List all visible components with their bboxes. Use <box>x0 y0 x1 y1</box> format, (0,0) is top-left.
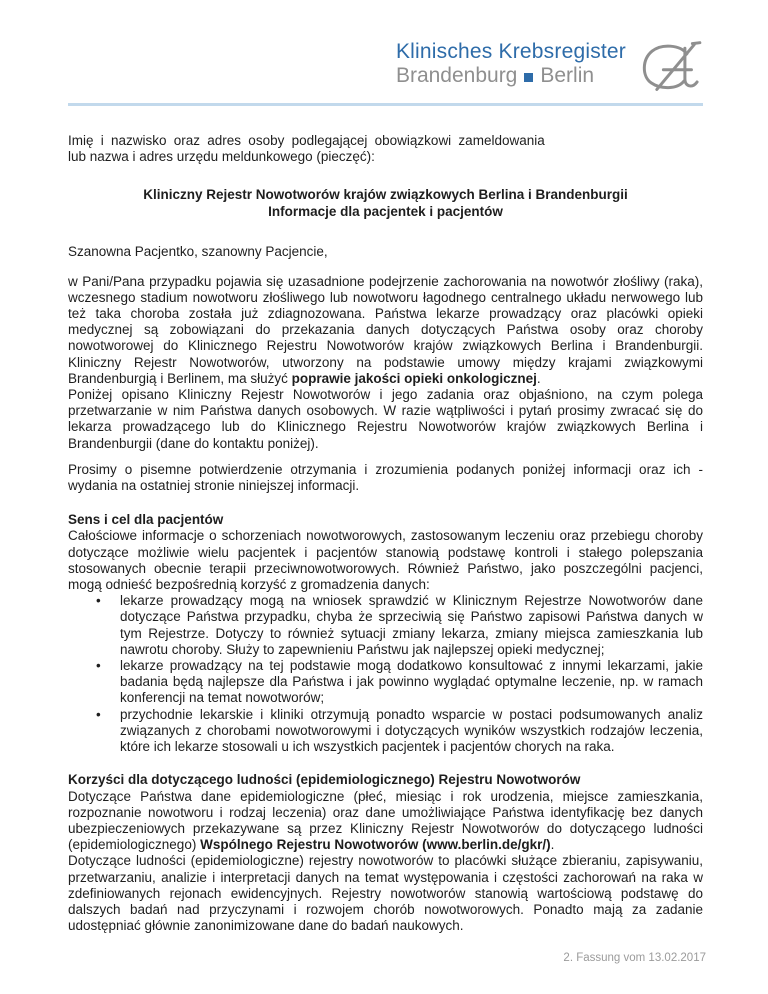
version-footer-note: 2. Fassung vom 13.02.2017 <box>563 952 706 964</box>
letterhead <box>68 40 703 96</box>
letterhead-divider-rule <box>68 103 703 106</box>
brand-region-brandenburg: Brandenburg <box>395 64 518 87</box>
list-item <box>68 593 703 658</box>
brand-separator-square-icon <box>524 73 533 82</box>
intro-paragraph-1-period: . <box>536 370 541 386</box>
confirmation-request-paragraph: Prosimy o pisemne potwierdzenie otrzymania i zrozumienia podanych poniżej informacji oraz ich - wydania na ostatniej stronie niniejszej informacji. <box>68 461 703 494</box>
list-item <box>68 658 703 707</box>
brand-region-line <box>396 64 626 88</box>
section2-paragraph-1 <box>68 789 703 854</box>
krebsregister-monogram-logo-icon <box>635 38 703 96</box>
intro-paragraph-2: Poniżej opisano Kliniczny Rejestr Nowotworów i jego zadania oraz objaśniono, na czym polega przetwarzanie w nim Państwa danych osobowych. W razie wątpliwości i pytań prosimy zwracać się do lekarza prowadzącego lub do Klinicznego Rejestru Nowotworów krajów związkowych Berlina i Brandenburgii (dane do kontaktu poniżej). <box>68 387 703 451</box>
section2-paragraph-1-text: Dotyczące Państwa dane epidemiologiczne (płeć, miesiąc i rok urodzenia, miejsce zamieszkania, rozpoznanie nowotworu i rodzaj leczenia) oraz dane umożliwiające Państwa identyfikację bez danych ubezpieczeniowych przekazywane są przez Kliniczny Rejestr Nowotworów do dotyczącego ludności (epidemiologicznego) <box>68 788 703 853</box>
recipient-note <box>68 133 703 165</box>
brand-region-berlin: Berlin <box>540 64 595 87</box>
document-title-line1: Kliniczny Rejestr Nowotworów krajów związkowych Berlina i Brandenburgii <box>143 187 628 203</box>
list-item <box>68 707 703 756</box>
section2-paragraph-2: Dotyczące ludności (epidemiologiczne) rejestry nowotworów to placówki służące zbieraniu, zapisywaniu, przetwarzaniu, analizie i interpretacji danych na temat występowania i częstości zachorowań na raka w zdefiniowanych rejonach ewidencyjnych. Rejestry nowotworów stanowią wartościową podstawę do dalszych badań nad przyczynami i rozwojem chorób nowotworowych. Ponadto mają za zadanie udostępniać głównie zanonimizowane dane do badań naukowych. <box>68 853 703 934</box>
section-heading-korzysci: Korzyści dla dotyczącego ludności (epidemiologicznego) Rejestru Nowotworów <box>68 772 581 788</box>
list-item-text: lekarze prowadzący mogą na wniosek sprawdzić w Klinicznym Rejestrze Nowotworów dane dotyczące Państwa przypadku, chyba że sprzeciwią się Państwo zapisowi Państwa danych w tym Rejestrze. Dotyczy to również sytuacji zmiany lekarza, zmiany miejsca zamieszkania lub nawrotu choroby. Służy to zapewnieniu Państwu jak najlepszej opieki medycznej; <box>120 593 703 657</box>
document-title-line2: Informacje dla pacjentek i pacjentów <box>268 204 503 220</box>
recipient-note-line2: lub nazwa i adres urzędu meldunkowego (pieczęć): <box>68 149 375 165</box>
intro-paragraph-1-bold: poprawie jakości opieki onkologicznej <box>291 370 537 386</box>
bullet-icon: • <box>96 658 101 674</box>
list-item-text: lekarze prowadzący na tej podstawie mogą dodatkowo konsultować z innymi lekarzami, jakie badania będą najlepsze dla Państwa i jak powinno wyglądać optymalne leczenie, np. w ramach konferencji na temat nowotworów; <box>120 658 703 706</box>
brand-text-block <box>396 40 626 88</box>
list-item-text: przychodnie lekarskie i kliniki otrzymują ponadto wsparcie w postaci podsumowanych analiz związanych z chorobami nowotworowymi i dotyczących wyników wszystkich rodzajów leczenia, które ich lekarze stosowali u ich wszystkich pacjentek i pacjentów chorych na raka. <box>120 706 703 755</box>
section2-paragraph-1-period: . <box>550 837 555 853</box>
section2-paragraph-1-bold: Wspólnego Rejestru Nowotworów (www.berlin.de/gkr/) <box>200 837 551 853</box>
section1-intro-paragraph: Całościowe informacje o schorzeniach nowotworowych, zastosowanym leczeniu oraz przebiegu choroby dotyczące możliwie wielu pacjentek i pacjentów stanowią podstawę kontroli i stałego polepszania stosowanych obecnie terapii przeciwnowotworowych. Również Państwo, jako poszczególni pacjenci, mogą odnieść bezpośrednią korzyść z gromadzenia danych: <box>68 528 703 593</box>
intro-paragraph-1-text: w Pani/Pana przypadku pojawia się uzasadnione podejrzenie zachorowania na nowotwór złośliwy (raka), wczesnego stadium nowotworu złośliwego lub nowotworu łagodnego centralnego układu nerwowego lub też taka choroba została już zdiagnozowana. Państwa lekarze prowadzący oraz placówki opieki medycznej są zobowiązani do przekazania danych dotyczących Państwa osoby oraz choroby nowotworowej do Klinicznego Rejestru Nowotworów krajów związkowych Berlina i Brandenburgii. Kliniczny Rejestr Nowotworów, utworzony na podstawie umowy między krajami związkowymi Brandenburgią i Berlinem, ma służyć <box>68 273 703 386</box>
recipient-note-line1: Imię i nazwisko oraz adres osoby podlegającej obowiązkowi zameldowania <box>68 133 545 148</box>
document-title <box>68 186 703 220</box>
bullet-icon: • <box>96 593 101 609</box>
intro-paragraph-1 <box>68 274 703 387</box>
section-heading-sens-i-cel: Sens i cel dla pacjentów <box>68 512 224 528</box>
benefits-bullet-list <box>68 593 703 755</box>
salutation: Szanowna Pacjentko, szanowny Pacjencie, <box>68 244 328 260</box>
brand-name: Klinisches Krebsregister <box>395 40 626 63</box>
bullet-icon: • <box>96 706 101 722</box>
